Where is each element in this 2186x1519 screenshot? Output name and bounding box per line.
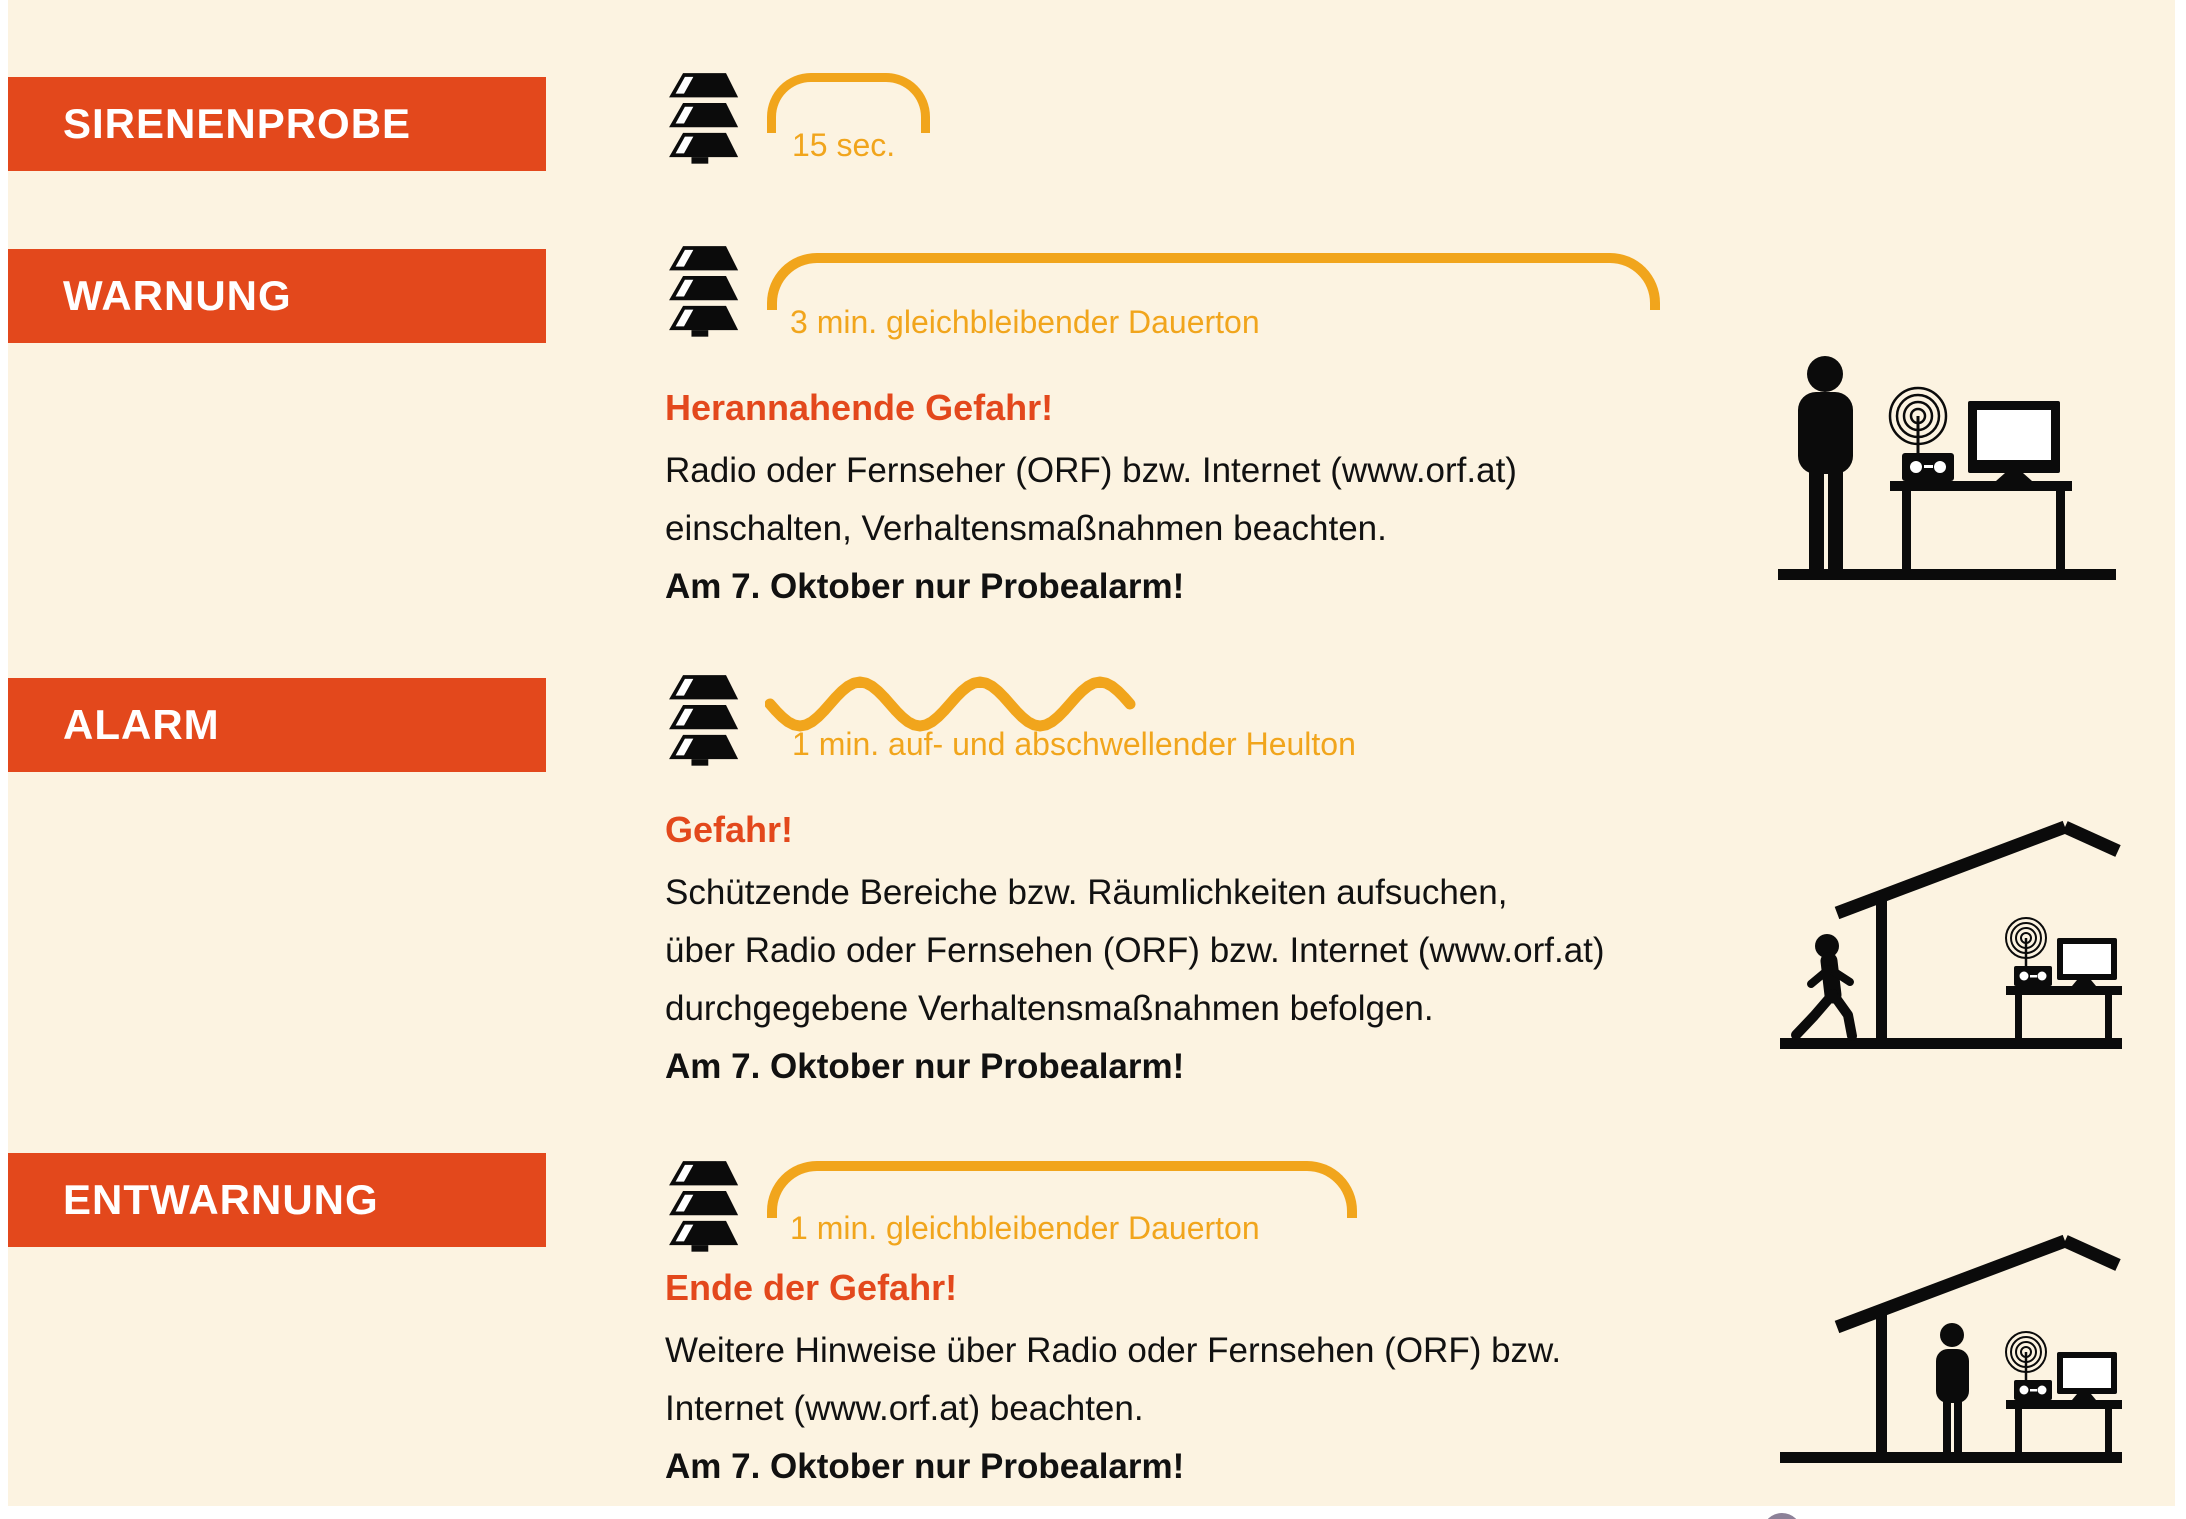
left-edge-strip — [0, 0, 8, 1519]
duration-label: 3 min. gleichbleibender Dauerton — [790, 304, 1260, 340]
duration-label: 15 sec. — [792, 127, 896, 163]
siren-icon — [656, 243, 740, 337]
right-edge-strip — [2175, 0, 2186, 1519]
person-entering-house-pictogram — [1780, 818, 2122, 1050]
entwarnung-textblock — [665, 1266, 1795, 1496]
duration-bracket-3min — [767, 253, 1660, 310]
entwarnung-line: Internet (www.orf.at) beachten. — [665, 1389, 1144, 1428]
warnung-probealarm-note: Am 7. Oktober nur Probealarm! — [665, 567, 1185, 606]
warnung-heading: Herannahende Gefahr! — [665, 387, 1054, 428]
siren-icon — [656, 672, 740, 766]
siren-icon — [656, 1158, 740, 1252]
bottom-edge-strip — [0, 1506, 2186, 1519]
warnung-line: Radio oder Fernseher (ORF) bzw. Internet (www.orf.at) — [665, 451, 1517, 490]
entwarnung-heading: Ende der Gefahr! — [665, 1267, 958, 1308]
banner-sirenenprobe: SIRENENPROBE — [8, 77, 546, 171]
alarm-probealarm-note: Am 7. Oktober nur Probealarm! — [665, 1047, 1185, 1086]
banner-entwarnung: ENTWARNUNG — [8, 1153, 546, 1247]
person-with-radio-and-tv-pictogram — [1778, 350, 2116, 580]
entwarnung-probealarm-note: Am 7. Oktober nur Probealarm! — [665, 1447, 1185, 1486]
alarm-heading: Gefahr! — [665, 809, 794, 850]
banner-warnung: WARNUNG — [8, 249, 546, 343]
duration-label: 1 min. gleichbleibender Dauerton — [790, 1210, 1260, 1246]
alarm-line: über Radio oder Fernsehen (ORF) bzw. Internet (www.orf.at) — [665, 931, 1605, 970]
alarm-line: Schützende Bereiche bzw. Räumlichkeiten aufsuchen, — [665, 873, 1508, 912]
person-inside-house-pictogram — [1780, 1232, 2122, 1464]
warnung-line: einschalten, Verhaltensmaßnahmen beachten. — [665, 509, 1387, 548]
entwarnung-line: Weitere Hinweise über Radio oder Fernsehen (ORF) bzw. — [665, 1331, 1562, 1370]
warnung-textblock — [665, 386, 1795, 616]
alarm-line: durchgegebene Verhaltensmaßnahmen befolgen. — [665, 989, 1434, 1028]
duration-bracket-15sec — [767, 73, 930, 133]
siren-icon — [656, 70, 740, 164]
banner-alarm: ALARM — [8, 678, 546, 772]
alarm-textblock — [665, 808, 1795, 1096]
duration-label: 1 min. auf- und abschwellender Heulton — [792, 726, 1356, 762]
